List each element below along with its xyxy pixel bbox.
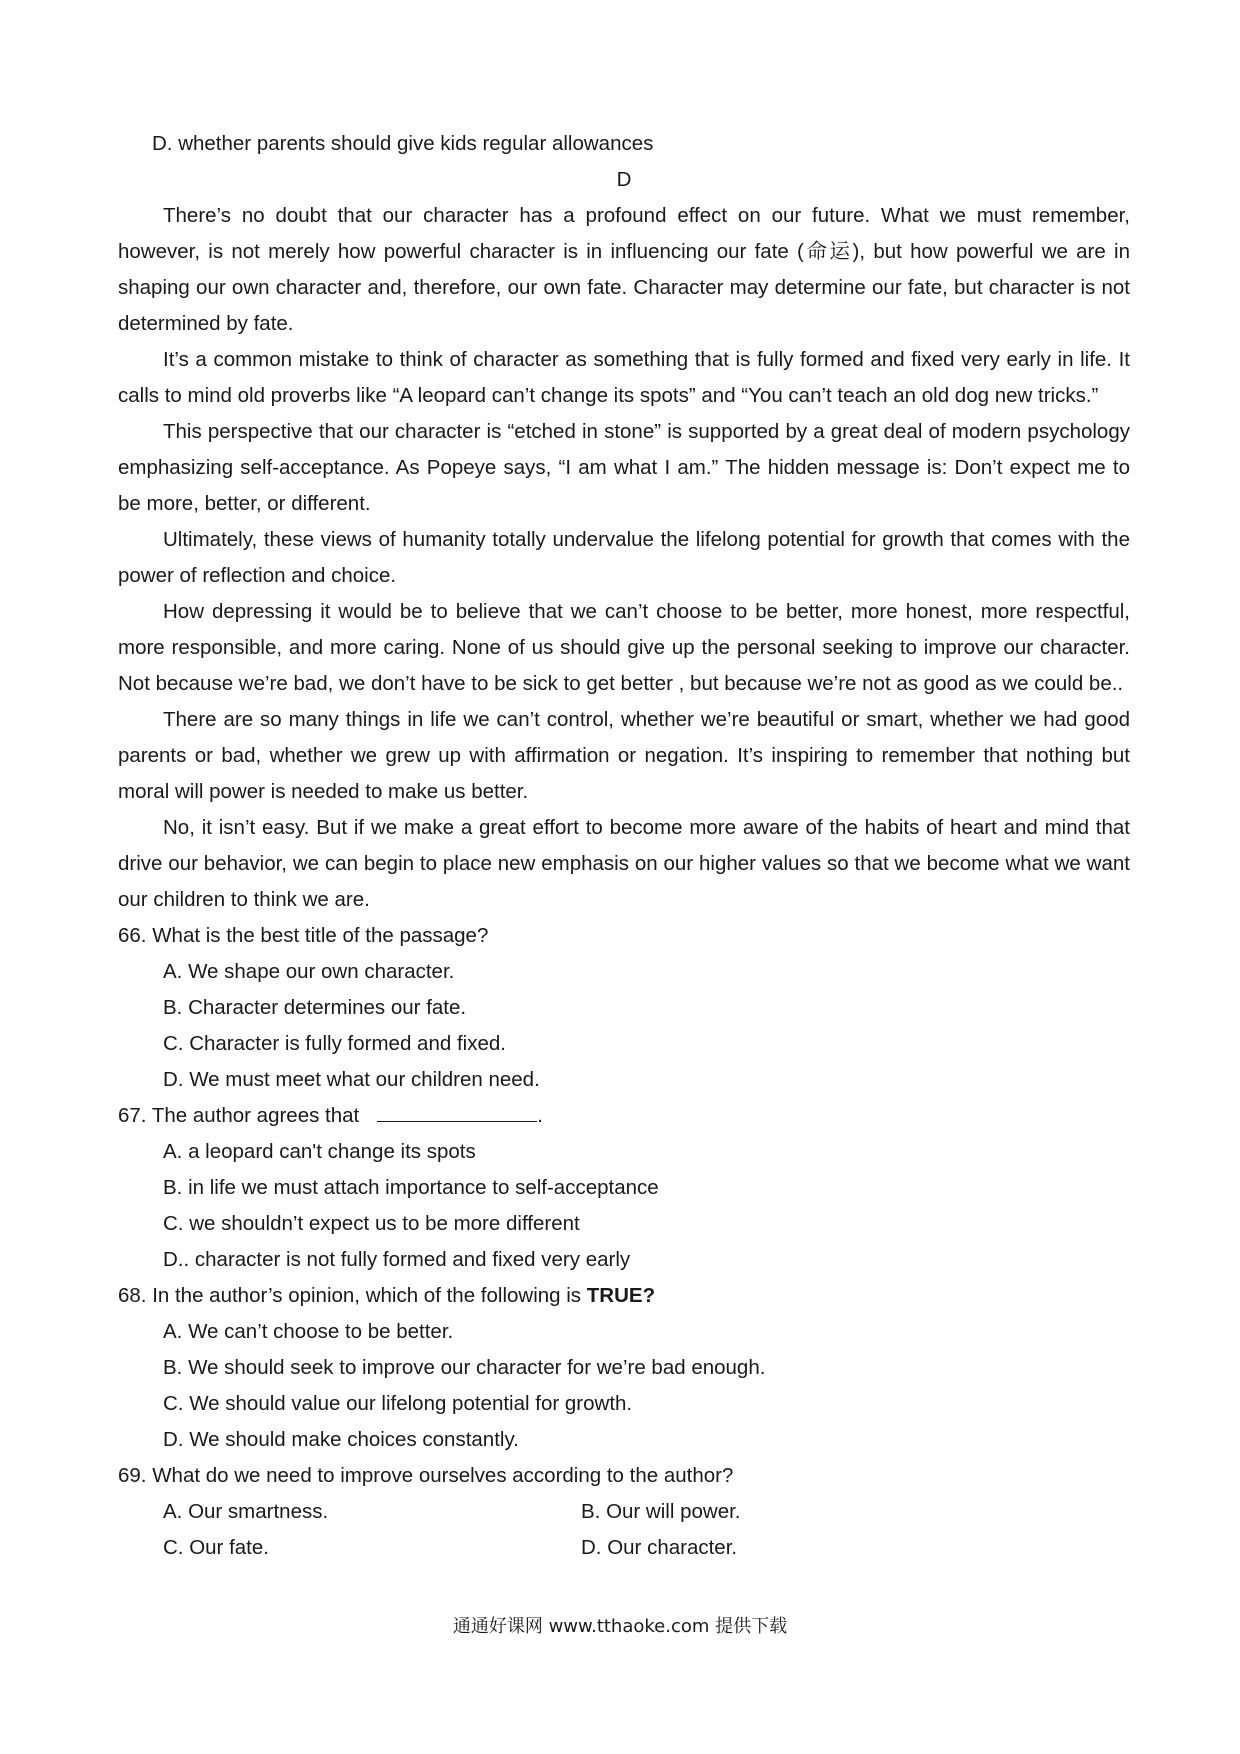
option-a: A. We can’t choose to be better. xyxy=(163,1320,454,1343)
question-stem: 69. What do we need to improve ourselves according to the author? xyxy=(118,1464,734,1487)
option-a: A. Our smartness. xyxy=(163,1500,329,1523)
question-69 xyxy=(118,1458,1130,1566)
passage-paragraph: There’s no doubt that our character has a profound effect on our future. What we must remember, however, is not merely how powerful character is in influencing our fate (命运), but how powerful we are in shaping our own character and, therefore, our own fate. Character may determine our fate, but character is not determined by fate. xyxy=(118,204,1130,335)
option-b: B. Character determines our fate. xyxy=(163,996,467,1019)
option-d: D. We should make choices constantly. xyxy=(163,1428,519,1451)
exam-page xyxy=(118,126,1130,1566)
passage-paragraph: Ultimately, these views of humanity totally undervalue the lifelong potential for growth that comes with the power of reflection and choice. xyxy=(118,528,1130,587)
option-d: D. We must meet what our children need. xyxy=(163,1068,540,1091)
option-d: D.. character is not fully formed and fixed very early xyxy=(163,1248,631,1271)
question-66 xyxy=(118,918,1130,1098)
option-c: C. Character is fully formed and fixed. xyxy=(163,1032,506,1055)
passage-paragraph: How depressing it would be to believe that we can’t choose to be better, more honest, more respectful, more responsible, and more caring. None of us should give up the personal seeking to improve our character. Not because we’re bad, we don’t have to be sick to get better , but because we’re not as good as we could be.. xyxy=(118,600,1130,695)
option-d: D. Our character. xyxy=(581,1536,738,1559)
page-footer: 通通好课网 www.tthaoke.com 提供下载 xyxy=(452,1616,788,1637)
option-c: C. We should value our lifelong potential for growth. xyxy=(163,1392,633,1415)
section-heading: D xyxy=(616,168,632,191)
passage-paragraph: It’s a common mistake to think of character as something that is fully formed and fixed very early in life. It calls to mind old proverbs like “A leopard can’t change its spots” and “You can’t teach an old dog new tricks.” xyxy=(118,348,1130,407)
option-c: C. Our fate. xyxy=(163,1536,269,1559)
passage-paragraph: There are so many things in life we can’t control, whether we’re beautiful or smart, whether we had good parents or bad, whether we grew up with affirmation or negation. It’s inspiring to remember that nothing but moral will power is needed to make us better. xyxy=(118,708,1130,803)
question-68 xyxy=(118,1278,1130,1458)
question-stem-emphasis: TRUE? xyxy=(586,1284,656,1307)
option-b: B. in life we must attach importance to self-acceptance xyxy=(163,1176,659,1199)
question-stem-period: . xyxy=(537,1104,543,1127)
question-stem: 67. The author agrees that xyxy=(118,1104,360,1127)
passage-paragraph: This perspective that our character is “etched in stone” is supported by a great deal of modern psychology emphasizing self-acceptance. As Popeye says, “I am what I am.” The hidden message is: Don’t expect me to be more, better, or different. xyxy=(118,420,1130,515)
passage-paragraph: No, it isn’t easy. But if we make a great effort to become more aware of the habits of heart and mind that drive our behavior, we can begin to place new emphasis on our higher values so that we become what we want our children to think we are. xyxy=(118,816,1130,911)
previous-question-option-d: D. whether parents should give kids regular allowances xyxy=(152,132,654,155)
question-stem-line xyxy=(118,1278,1130,1314)
answer-blank xyxy=(377,1099,537,1122)
option-a: A. a leopard can't change its spots xyxy=(163,1140,476,1163)
question-stem-line xyxy=(118,1098,1130,1134)
option-a: A. We shape our own character. xyxy=(163,960,455,983)
option-c: C. we shouldn’t expect us to be more different xyxy=(163,1212,580,1235)
question-stem: 66. What is the best title of the passage? xyxy=(118,924,489,947)
question-67 xyxy=(118,1098,1130,1278)
option-b: B. We should seek to improve our character for we’re bad enough. xyxy=(163,1356,766,1379)
option-grid xyxy=(118,1494,1130,1566)
option-b: B. Our will power. xyxy=(581,1500,741,1523)
question-stem: 68. In the author’s opinion, which of the following is xyxy=(118,1284,587,1307)
reading-passage xyxy=(118,198,1130,918)
